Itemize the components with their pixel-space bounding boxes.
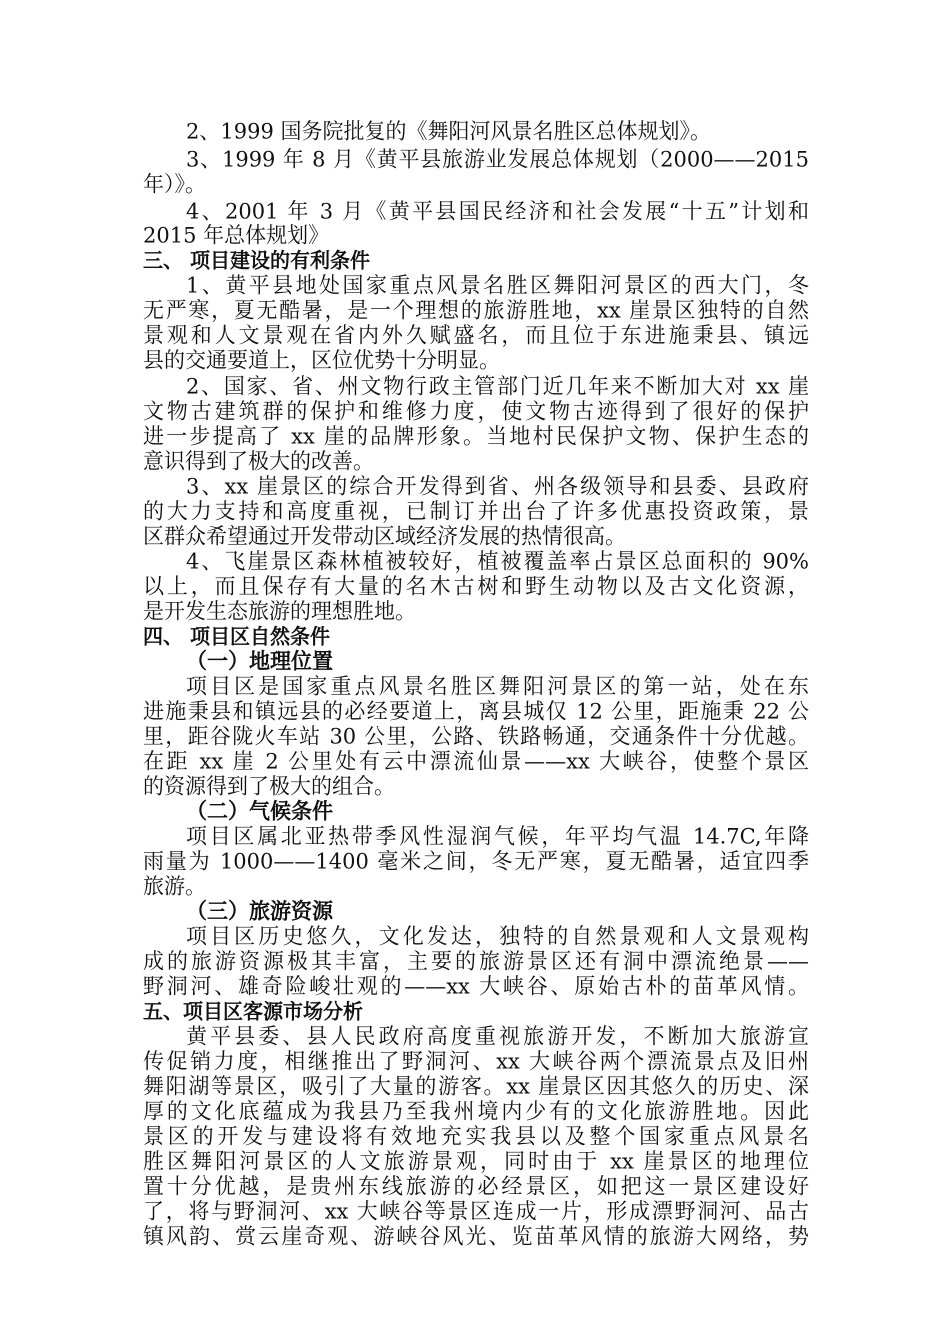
text-line: 无严寒，夏无酷暑，是一个理想的旅游胜地，xx 崖景区独特的自然 <box>143 298 809 323</box>
text-line: 的大力支持和高度重视，已制订并出台了许多优惠投资政策，景 <box>143 499 809 524</box>
text-line: 3、xx 崖景区的综合开发得到省、州各级领导和县委、县政府 <box>186 474 809 499</box>
text-line: 项目区是国家重点风景名胜区舞阳河景区的第一站，处在东 <box>186 674 809 699</box>
text-line: 雨量为 1000——1400 毫米之间，冬无严寒，夏无酷暑，适宜四季 <box>143 849 809 874</box>
subsection-heading: （三）旅游资源 <box>186 898 333 924</box>
subsection-heading: （一）地理位置 <box>186 648 333 674</box>
text-line: 野洞河、雄奇险峻壮观的——xx 大峡谷、原始古朴的苗革风情。 <box>143 974 809 999</box>
text-line: 年）》。 <box>143 172 206 197</box>
text-line: 进施秉县和镇远县的必经要道上，离县城仅 12 公里，距施秉 22 公 <box>143 699 809 724</box>
text-line: 旅游。 <box>143 874 206 899</box>
text-line: 2、1999 国务院批复的《舞阳河风景名胜区总体规划》。 <box>186 119 711 144</box>
text-line: 传促销力度，相继推出了野洞河、xx 大峡谷两个漂流景点及旧州 <box>143 1049 809 1074</box>
text-line: 黄平县委、县人民政府高度重视旅游开发，不断加大旅游宣 <box>186 1024 809 1049</box>
text-line: 镇风韵、赏云崖奇观、游峡谷风光、览苗革风情的旅游大网络，势 <box>143 1224 809 1249</box>
text-line: 舞阳湖等景区，吸引了大量的游客。xx 崖景区因其悠久的历史、深 <box>143 1074 809 1099</box>
text-line: 区群众希望通过开发带动区域经济发展的热情很高。 <box>143 524 626 549</box>
text-line: 项目区属北亚热带季风性湿润气候，年平均气温 14.7C,年降 <box>186 824 809 849</box>
text-line: 进一步提高了 xx 崖的品牌形象。当地村民保护文物、保护生态的 <box>143 424 809 449</box>
text-line: 胜区舞阳河景区的人文旅游景观，同时由于 xx 崖景区的地理位 <box>143 1149 809 1174</box>
text-line: 景观和人文景观在省内外久赋盛名，而且位于东进施秉县、镇远 <box>143 323 809 348</box>
text-line: 里，距谷陇火车站 30 公里，公路、铁路畅通，交通条件十分优越。 <box>143 724 809 749</box>
text-line: 置十分优越，是贵州东线旅游的必经景区，如把这一景区建设好 <box>143 1174 809 1199</box>
text-line: 厚的文化底蕴成为我县乃至我州境内少有的文化旅游胜地。因此 <box>143 1099 809 1124</box>
text-line: 以上，而且保存有大量的名木古树和野生动物以及古文化资源， <box>143 574 809 599</box>
section-heading: 五、项目区客源市场分析 <box>143 999 363 1024</box>
text-line: 是开发生态旅游的理想胜地。 <box>143 599 416 624</box>
text-line: 4、飞崖景区森林植被较好，植被覆盖率占景区总面积的 90% <box>186 549 809 574</box>
text-line: 项目区历史悠久，文化发达，独特的自然景观和人文景观构 <box>186 924 809 949</box>
text-line: 县的交通要道上，区位优势十分明显。 <box>143 348 500 373</box>
text-line: 的资源得到了极大的组合。 <box>143 774 395 799</box>
text-line: 文物古建筑群的保护和维修力度，使文物古迹得到了很好的保护 <box>143 399 809 424</box>
subsection-heading: （二）气候条件 <box>186 798 333 824</box>
text-line: 成的旅游资源极其丰富，主要的旅游景区还有洞中漂流绝景—— <box>143 949 809 974</box>
text-line: 2、国家、省、州文物行政主管部门近几年来不断加大对 xx 崖 <box>186 374 809 399</box>
text-line: 3、1999 年 8 月《黄平县旅游业发展总体规划（2000——2015 <box>186 147 809 172</box>
text-line: 4、2001 年 3 月《黄平县国民经济和社会发展“十五”计划和 <box>186 199 809 224</box>
text-line: 1、黄平县地处国家重点风景名胜区舞阳河景区的西大门，冬 <box>186 273 809 298</box>
text-line: 意识得到了极大的改善。 <box>143 449 374 474</box>
section-heading: 四、 项目区自然条件 <box>143 624 330 649</box>
text-line: 在距 xx 崖 2 公里处有云中漂流仙景——xx 大峡谷，使整个景区 <box>143 749 809 774</box>
text-line: 景区的开发与建设将有效地充实我县以及整个国家重点风景名 <box>143 1124 809 1149</box>
section-heading: 三、 项目建设的有利条件 <box>143 248 370 273</box>
text-line: 2015 年总体规划》 <box>143 223 330 248</box>
text-line: 了，将与野洞河、xx 大峡谷等景区连成一片，形成漂野洞河、品古 <box>143 1199 809 1224</box>
